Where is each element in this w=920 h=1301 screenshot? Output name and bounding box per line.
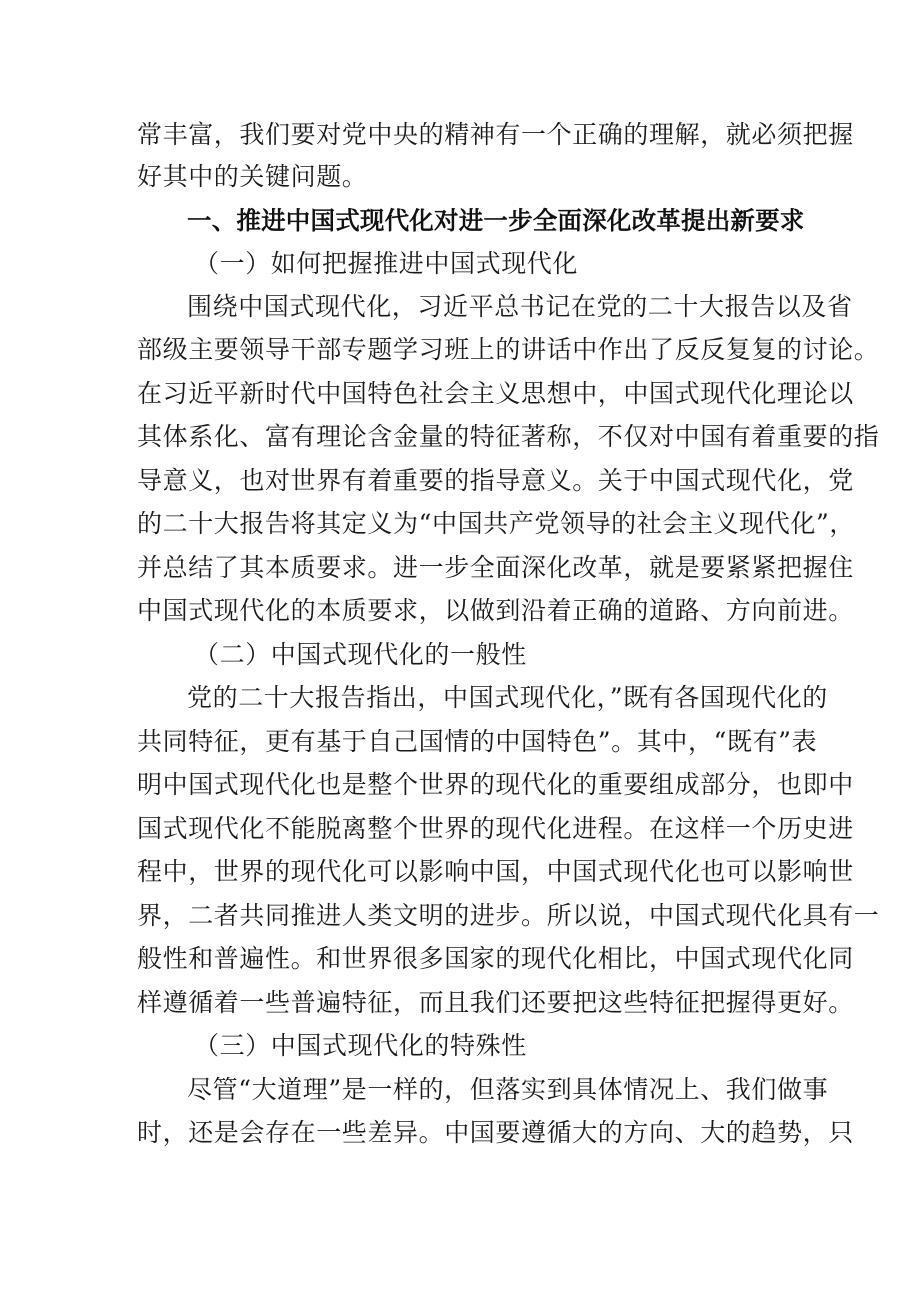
paragraph-line: 样遵循着一些普遍特征，而且我们还要把这些特征把握得更好。 <box>137 988 854 1017</box>
paragraph-line: 国式现代化不能脱离整个世界的现代化进程。在这样一个历史进 <box>137 814 854 843</box>
paragraph-line: 围绕中国式现代化，习近平总书记在党的二十大报告以及省 <box>187 292 853 321</box>
paragraph-line: 界，二者共同推进人类文明的进步。所以说，中国式现代化具有一 <box>137 901 880 930</box>
section-heading: 一、推进中国式现代化对进一步全面深化改革提出新要求 <box>187 206 805 235</box>
paragraph-line: 尽管“大道理”是一样的，但落实到具体情况上、我们做事 <box>187 1075 829 1104</box>
paragraph-line: 程中，世界的现代化可以影响中国，中国式现代化也可以影响世 <box>137 857 854 886</box>
paragraph-line: 的二十大报告将其定义为“中国共产党领导的社会主义现代化”， <box>137 509 855 538</box>
paragraph-line: 在习近平新时代中国特色社会主义思想中，中国式现代化理论以 <box>137 379 854 408</box>
paragraph-line: 中国式现代化的本质要求，以做到沿着正确的道路、方向前进。 <box>137 596 854 625</box>
paragraph-line: 共同特征，更有基于自己国情的中国特色”。其中，“既有”表 <box>137 727 818 756</box>
paragraph-line: 并总结了其本质要求。进一步全面深化改革，就是要紧紧把握住 <box>137 553 854 582</box>
paragraph-line: 明中国式现代化也是整个世界的现代化的重要组成部分，也即中 <box>137 770 854 799</box>
paragraph-line: 般性和普遍性。和世界很多国家的现代化相比，中国式现代化同 <box>137 944 854 973</box>
paragraph-line: 常丰富，我们要对党中央的精神有一个正确的理解，就必须把握 <box>137 120 854 149</box>
paragraph-line: 导意义，也对世界有着重要的指导意义。关于中国式现代化，党 <box>137 466 854 495</box>
paragraph-line: 时，还是会存在一些差异。中国要遵循大的方向、大的趋势，只 <box>137 1118 854 1147</box>
paragraph-line: 好其中的关键问题。 <box>137 162 368 191</box>
subsection-heading: （二）中国式现代化的一般性 <box>194 640 527 669</box>
paragraph-line: 党的二十大报告指出，中国式现代化，”既有各国现代化的 <box>187 683 828 712</box>
subsection-heading: （一）如何把握推进中国式现代化 <box>194 249 579 278</box>
paragraph-line: 部级主要领导干部专题学习班上的讲话中作出了反反复复的讨论。 <box>137 335 880 364</box>
paragraph-line: 其体系化、富有理论含金量的特征著称，不仅对中国有着重要的指 <box>137 422 880 451</box>
subsection-heading: （三）中国式现代化的特殊性 <box>194 1031 527 1060</box>
